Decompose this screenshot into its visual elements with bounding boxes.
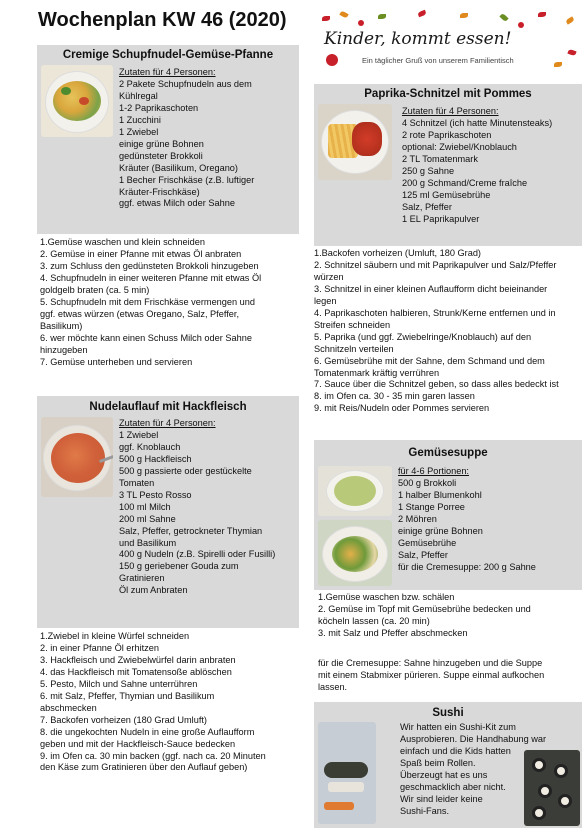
text-line: Überzeugt hat es uns xyxy=(400,769,488,780)
step-line: 2. Gemüse in einer Pfanne mit etwas Öl anbraten xyxy=(40,248,242,259)
leaf-icon xyxy=(378,14,386,19)
step-line: 3. Hackfleisch und Zwiebelwürfel darin anbraten xyxy=(40,654,236,665)
step-line: 3. zum Schluss den gedünsteten Brokkoli hinzugeben xyxy=(40,260,259,271)
ingredient-line: ggf. etwas Milch oder Sahne xyxy=(119,198,235,209)
berry-icon xyxy=(358,20,364,26)
ingredient-line: Salz, Pfeffer xyxy=(398,549,448,560)
ingredient-line: 1 Zucchini xyxy=(119,114,161,125)
step-line: geben und mit der Hackfleisch-Sauce bedecken xyxy=(40,738,236,749)
ingredient-line: einige grüne Bohnen xyxy=(398,525,483,536)
ingredient-line: 500 g Brokkoli xyxy=(398,477,457,488)
ingredient-line: Gemüsebrühe xyxy=(398,537,457,548)
step-line: 5. Schupfnudeln mit dem Frischkäse vermengen und xyxy=(40,296,256,307)
step-line: ggf. etwas würzen (etwas Oregano, Salz, Pfeffer, xyxy=(40,308,239,319)
ingredients-heading: für 4-6 Portionen: xyxy=(398,466,469,476)
step-line: 2. Schnitzel säubern und mit Paprikapulver und Salz/Pfeffer xyxy=(314,259,557,270)
ingredient-line: 1 Becher Frischkäse (z.B. luftiger xyxy=(119,174,255,185)
ingredient-line: 1 EL Paprikapulver xyxy=(402,213,480,224)
recipe-card-nudelauflauf xyxy=(37,396,299,628)
steps-list xyxy=(40,237,302,368)
ingredients-heading: Zutaten für 4 Personen: xyxy=(119,67,216,77)
ingredient-line: Salz, Pfeffer, getrockneter Thymian xyxy=(119,525,263,536)
ingredient-line: Salz, Pfeffer xyxy=(402,201,452,212)
step-line: goldgelb braten (ca. 5 min) xyxy=(40,284,150,295)
text-line: Spaß beim Rollen. xyxy=(400,757,476,768)
note-line: für die Cremesuppe: Sahne hinzugeben und die Suppe xyxy=(318,658,543,668)
ingredient-line: 2 TL Tomatenmark xyxy=(402,153,478,164)
food-photo xyxy=(318,466,392,516)
recipe-title: Sushi xyxy=(432,707,464,719)
step-line: 5. Paprika (und ggf. Zwiebelringe/Knoblauch) auf den xyxy=(314,331,532,342)
ingredient-line: Tomaten xyxy=(119,477,155,488)
step-line: den Käse zum Gratinieren über den Auflauf geben) xyxy=(40,762,248,773)
food-photo xyxy=(318,722,376,824)
recipe-title: Cremige Schupfnudel-Gemüse-Pfanne xyxy=(62,49,274,61)
ingredient-line: Gratinieren xyxy=(119,573,165,584)
ingredients-list xyxy=(119,79,254,210)
step-line: 9. mit Reis/Nudeln oder Pommes servieren xyxy=(314,403,490,414)
recipe-title: Nudelauflauf mit Hackfleisch xyxy=(89,401,247,413)
step-line: 4. Schupfnudeln in einer weiteren Pfanne mit etwas Öl xyxy=(40,272,262,283)
ingredient-line: für die Cremesuppe: 200 g Sahne xyxy=(398,561,536,572)
recipe-card-schupfnudel xyxy=(37,45,299,234)
step-line: 3. mit Salz und Pfeffer abschmecken xyxy=(318,627,468,638)
leaf-icon xyxy=(322,16,330,21)
step-line: würzen xyxy=(314,271,344,282)
ingredient-line: 250 g Sahne xyxy=(402,165,455,176)
leaf-icon xyxy=(554,62,562,67)
step-line: 2. in einer Pfanne Öl erhitzen xyxy=(40,642,159,653)
logo-text: Kinder, kommt essen! xyxy=(324,29,512,49)
ingredient-line: und Basilikum xyxy=(119,537,177,548)
ingredients-list xyxy=(402,118,552,226)
step-line: abschmecken xyxy=(40,702,97,713)
step-line: 8. die ungekochten Nudeln in eine große Auflaufform xyxy=(40,726,255,737)
food-photo xyxy=(318,520,392,586)
leaf-icon xyxy=(499,13,508,22)
step-line: 7. Sauce über die Schnitzel geben, so dass alles bedeckt ist xyxy=(314,379,559,390)
step-line: 2. Gemüse im Topf mit Gemüsebrühe bedecken und xyxy=(318,603,531,614)
text-line: Wir sind leider keine xyxy=(400,793,483,804)
ingredient-line: Kräuter-Frischkäse) xyxy=(119,186,200,197)
logo xyxy=(318,10,582,74)
ingredients-heading: Zutaten für 4 Personen: xyxy=(402,106,499,116)
step-line: 7. Gemüse unterheben und servieren xyxy=(40,356,193,367)
step-line: 3. Schnitzel in einer kleinen Auflaufform dicht beieinander xyxy=(314,283,548,294)
food-photo xyxy=(41,417,113,497)
step-line: Tomatenmark kräftig verrühren xyxy=(314,367,440,378)
steps-list xyxy=(40,631,302,774)
ingredient-line: 3 TL Pesto Rosso xyxy=(119,489,192,500)
steps-list xyxy=(314,248,586,415)
step-line: 1.Zwiebel in kleine Würfel schneiden xyxy=(40,631,190,641)
leaf-icon xyxy=(460,13,468,18)
step-line: 7. Backofen vorheizen (180 Grad Umluft) xyxy=(40,714,207,725)
leaf-icon xyxy=(417,10,426,17)
ingredient-line: 4 Schnitzel (ich hatte Minutensteaks) xyxy=(402,117,553,128)
step-line: 1.Gemüse waschen bzw. schälen xyxy=(318,592,455,602)
leaf-icon xyxy=(565,16,574,24)
leaf-icon xyxy=(538,12,546,17)
ingredient-line: Kühlregal xyxy=(119,90,158,101)
ingredient-line: 150 g geriebener Gouda zum xyxy=(119,561,239,572)
text-line: geschmacklich aber nicht. xyxy=(400,781,506,792)
ingredient-line: Öl zum Anbraten xyxy=(119,585,188,596)
step-line: 4. Paprikaschoten halbieren, Strunk/Kerne entfernen und in xyxy=(314,307,556,318)
step-line: 9. im Ofen ca. 30 min backen (ggf. nach ca. 20 Minuten xyxy=(40,750,266,761)
recipe-title: Gemüsesuppe xyxy=(408,447,488,459)
step-line: 5. Pesto, Milch und Sahne unterrühren xyxy=(40,678,198,689)
step-line: 8. im Ofen ca. 30 - 35 min garen lassen xyxy=(314,391,475,402)
ingredient-line: 1-2 Paprikaschoten xyxy=(119,102,199,113)
step-line: Basilikum) xyxy=(40,320,83,331)
ingredient-line: Kräuter (Basilikum, Oregano) xyxy=(119,162,238,173)
step-line: 6. wer möchte kann einen Schuss Milch oder Sahne xyxy=(40,332,252,343)
note-line: mit einem Stabmixer pürieren. Suppe einmal aufkochen xyxy=(318,669,545,680)
step-line: 4. das Hackfleisch mit Tomatensoße ablöschen xyxy=(40,666,232,677)
ingredient-line: einige grüne Bohnen xyxy=(119,138,204,149)
ingredient-line: 2 rote Paprikaschoten xyxy=(402,129,492,140)
page-title: Wochenplan KW 46 (2020) xyxy=(38,9,287,31)
berry-icon xyxy=(518,22,524,28)
step-line: 6. Gemüsebrühe mit der Sahne, dem Schmand und dem xyxy=(314,355,545,366)
ingredient-line: 500 g passierte oder gestückelte xyxy=(119,465,252,476)
food-photo xyxy=(318,104,392,180)
ingredient-line: 400 g Nudeln (z.B. Spirelli oder Fusilli) xyxy=(119,549,276,560)
text-line: einfach und die Kids hatten xyxy=(400,745,511,756)
leaf-icon xyxy=(339,10,348,18)
recipe-card-sushi xyxy=(314,702,582,828)
text-line: Ausprobieren. Die Handhabung war xyxy=(400,733,547,744)
ingredients-heading: Zutaten für 4 Personen: xyxy=(119,418,216,428)
step-line: 1.Gemüse waschen und klein schneiden xyxy=(40,237,205,247)
step-line: köcheln lassen (ca. 20 min) xyxy=(318,615,430,626)
cream-soup-note xyxy=(318,658,584,694)
step-line: Schnitzeln verteilen xyxy=(314,343,394,354)
ingredient-line: 2 Pakete Schupfnudeln aus dem xyxy=(119,78,252,89)
step-line: 6. mit Salz, Pfeffer, Thymian und Basilikum xyxy=(40,690,215,701)
ingredient-line: 2 Möhren xyxy=(398,513,437,524)
step-line: Streifen schneiden xyxy=(314,319,391,330)
step-line: 1.Backofen vorheizen (Umluft, 180 Grad) xyxy=(314,248,481,258)
ingredient-line: 1 Stange Porree xyxy=(398,501,465,512)
ingredient-line: 125 ml Gemüsebrühe xyxy=(402,189,491,200)
ingredient-line: 1 Zwiebel xyxy=(119,429,159,440)
recipe-card-gemuesesuppe xyxy=(314,440,582,590)
note-line: lassen. xyxy=(318,681,348,692)
ingredient-line: gedünsteter Brokkoli xyxy=(119,150,203,161)
steps-list xyxy=(318,592,584,640)
food-photo xyxy=(524,750,580,826)
step-line: hinzugeben xyxy=(40,344,88,355)
leaf-icon xyxy=(567,49,576,56)
food-photo xyxy=(41,65,113,137)
ingredient-line: 500 g Hackfleisch xyxy=(119,453,192,464)
ingredient-line: 200 g Schmand/Creme fraîche xyxy=(402,177,528,188)
ingredient-line: 100 ml Milch xyxy=(119,501,171,512)
recipe-title: Paprika-Schnitzel mit Pommes xyxy=(364,88,532,100)
text-line: Wir hatten ein Sushi-Kit zum xyxy=(400,722,516,732)
ingredient-line: optional: Zwiebel/Knoblauch xyxy=(402,141,517,152)
ingredient-line: ggf. Knoblauch xyxy=(119,441,181,452)
ingredients-list xyxy=(119,430,275,597)
text-line: Sushi-Fans. xyxy=(400,805,450,816)
ingredient-line: 1 halber Blumenkohl xyxy=(398,489,482,500)
step-line: legen xyxy=(314,295,337,306)
ingredient-line: 1 Zwiebel xyxy=(119,126,159,137)
apple-icon xyxy=(326,54,338,66)
ingredients-list xyxy=(398,478,536,574)
ingredient-line: 200 ml Sahne xyxy=(119,513,176,524)
recipe-card-paprika xyxy=(314,84,582,246)
logo-subtitle: Ein täglicher Gruß von unserem Familientisch xyxy=(362,56,514,65)
